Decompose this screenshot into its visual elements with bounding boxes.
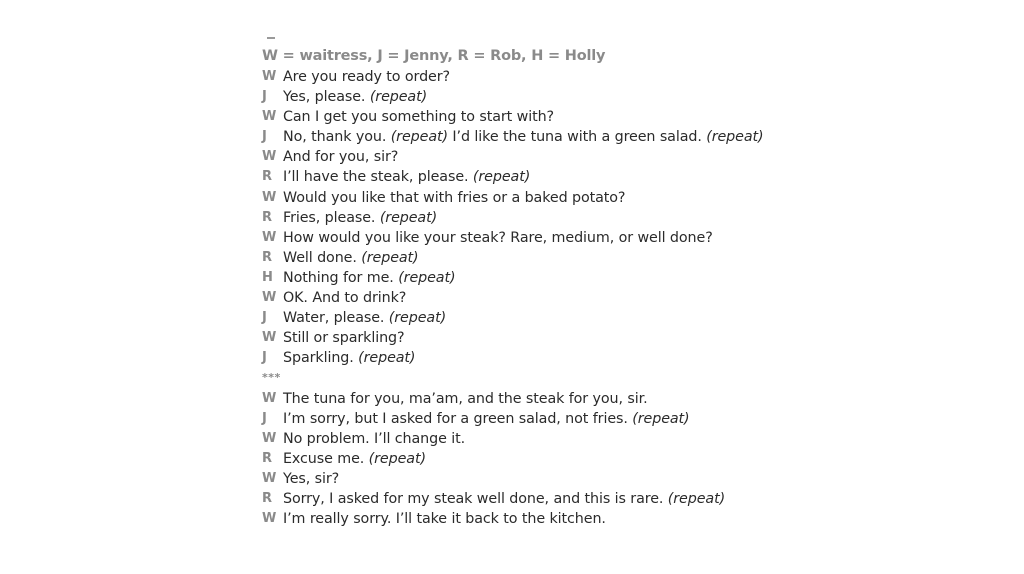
- speaker-label: W: [262, 69, 277, 84]
- line-text: [283, 147, 398, 167]
- spoken-text: Fries, please.: [283, 209, 380, 226]
- repeat-cue: (repeat): [472, 169, 531, 186]
- spoken-text: Yes, please.: [283, 89, 370, 106]
- spoken-text: Nothing for me.: [283, 269, 399, 286]
- line-text: [283, 228, 713, 248]
- dialogue-line: [262, 188, 982, 208]
- dialogue-line: [262, 167, 982, 187]
- repeat-cue: (repeat): [379, 209, 438, 226]
- spoken-text: Still or sparkling?: [283, 330, 405, 347]
- repeat-cue: (repeat): [368, 450, 426, 467]
- spoken-text: OK. And to drink?: [283, 290, 407, 307]
- dialogue-transcript: [262, 67, 982, 529]
- spoken-text: Yes, sir?: [283, 470, 340, 487]
- speaker-label: W: [262, 470, 277, 486]
- line-text: [283, 429, 465, 449]
- line-text: [283, 469, 339, 489]
- speaker-label: R: [262, 169, 273, 185]
- speaker-label: J: [262, 129, 267, 145]
- speaker-label: J: [262, 310, 267, 326]
- repeat-cue: (repeat): [667, 490, 726, 507]
- spoken-text: No, thank you.: [283, 129, 391, 146]
- dialogue-line: [262, 107, 982, 127]
- dialogue-line: [262, 409, 982, 429]
- line-text: [283, 489, 725, 509]
- speaker-label: W: [262, 390, 277, 406]
- spoken-text: Are you ready to order?: [283, 69, 451, 85]
- dialogue-line: [262, 328, 982, 348]
- speaker-label: J: [262, 89, 267, 105]
- speaker-label: W: [262, 109, 277, 125]
- dialogue-line: [262, 308, 982, 328]
- speaker-label: R: [262, 209, 273, 225]
- spoken-text: The tuna for you, ma’am, and the steak for you, sir.: [283, 390, 648, 407]
- spoken-text: Can I get you something to start with?: [283, 109, 555, 126]
- spoken-text: And for you, sir?: [283, 149, 399, 166]
- dialogue-line: [262, 429, 982, 449]
- repeat-cue: (repeat): [398, 269, 456, 286]
- line-text: [283, 208, 437, 228]
- speaker-label: J: [262, 410, 267, 426]
- speaker-label: R: [262, 249, 273, 265]
- dialogue-line: [262, 228, 982, 248]
- repeat-cue: (repeat): [632, 410, 690, 427]
- spoken-text: I’ll have the steak, please.: [283, 169, 473, 186]
- line-text: [283, 449, 426, 469]
- repeat-cue: (repeat): [388, 310, 447, 327]
- line-text: [283, 67, 450, 87]
- line-text: [283, 389, 648, 409]
- dialogue-line: [262, 127, 982, 147]
- repeat-cue: (repeat): [369, 89, 428, 106]
- repeat-cue: (repeat): [361, 249, 419, 266]
- repeat-cue: (repeat): [390, 129, 448, 146]
- dialogue-line: [262, 389, 982, 409]
- spoken-text: Sparkling.: [283, 350, 359, 367]
- dialogue-line: [262, 489, 982, 509]
- line-text: [283, 248, 419, 268]
- dialogue-line: [262, 67, 982, 87]
- repeat-cue: (repeat): [358, 350, 416, 367]
- speaker-label: W: [262, 229, 277, 245]
- dialogue-line: [262, 288, 982, 308]
- line-text: [283, 288, 406, 308]
- dialogue-part-2: [262, 389, 982, 530]
- spoken-text: Well done.: [283, 249, 362, 266]
- line-text: [283, 107, 554, 127]
- line-text: [283, 308, 446, 328]
- line-text: [283, 87, 427, 107]
- repeat-cue: (repeat): [706, 129, 764, 146]
- speaker-label: W: [262, 189, 277, 205]
- spoken-text: I’m sorry, but I asked for a green salad, not fries.: [283, 410, 633, 427]
- dialogue-line: [262, 248, 982, 268]
- line-text: [283, 167, 530, 187]
- speaker-label: W: [262, 511, 277, 527]
- speaker-legend: W = waitress, J = Jenny, R = Rob, H = Holly: [262, 48, 606, 64]
- section-separator: ***: [262, 371, 281, 385]
- dialogue-line: [262, 208, 982, 228]
- speaker-label: W: [262, 430, 277, 446]
- line-text: [283, 409, 690, 429]
- line-text: [283, 328, 405, 348]
- spoken-text: I’m really sorry. I’ll take it back to the kitchen.: [283, 511, 606, 528]
- dialogue-line: [262, 469, 982, 489]
- spoken-text: Water, please.: [283, 310, 389, 327]
- line-text: [283, 509, 606, 529]
- dialogue-line: [262, 449, 982, 469]
- spoken-text: How would you like your steak? Rare, medium, or well done?: [283, 229, 713, 246]
- line-text: [283, 268, 455, 288]
- spoken-text: Excuse me.: [283, 450, 369, 467]
- spoken-text: I’d like the tuna with a green salad.: [447, 129, 707, 146]
- line-text: [283, 188, 625, 208]
- speaker-label: R: [262, 490, 273, 506]
- dialogue-line: [262, 87, 982, 107]
- speaker-label: J: [262, 350, 267, 366]
- spoken-text: Sorry, I asked for my steak well done, and this is rare.: [283, 490, 668, 507]
- top-dash-mark: [267, 37, 275, 39]
- line-text: [283, 127, 764, 147]
- speaker-label: R: [262, 450, 273, 466]
- spoken-text: Would you like that with fries or a baked potato?: [283, 189, 626, 206]
- spoken-text: No problem. I’ll change it.: [283, 430, 466, 447]
- speaker-label: W: [262, 330, 277, 346]
- dialogue-line: [262, 268, 982, 288]
- speaker-label: W: [262, 149, 277, 165]
- dialogue-line: [262, 509, 982, 529]
- speaker-label: H: [262, 269, 273, 285]
- dialogue-line: [262, 147, 982, 167]
- speaker-label: W: [262, 290, 277, 306]
- dialogue-part-1: [262, 67, 982, 368]
- dialogue-line: [262, 348, 982, 368]
- line-text: [283, 348, 415, 368]
